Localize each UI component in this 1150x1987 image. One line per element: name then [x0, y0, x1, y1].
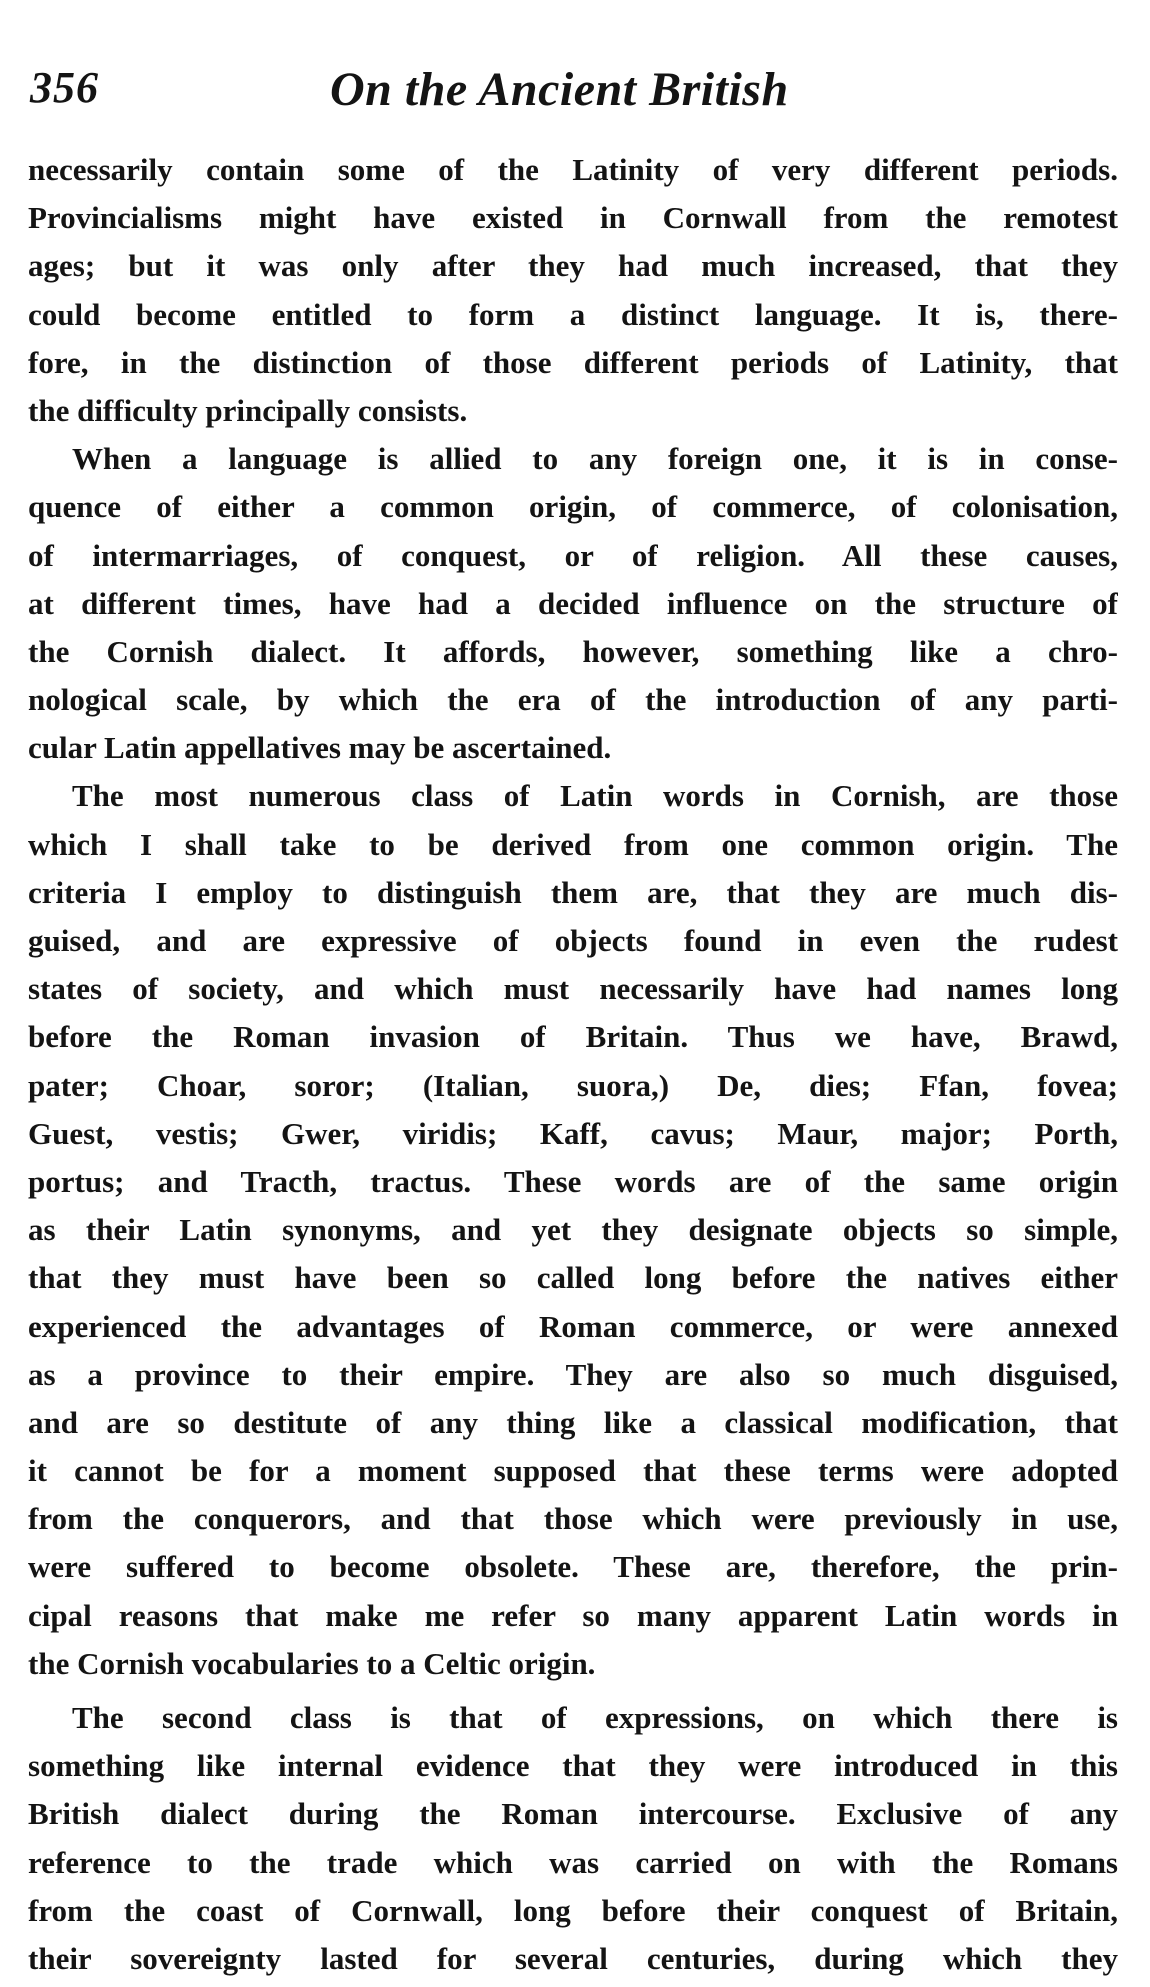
text-line: before the Roman invasion of Britain. Thus we have, Brawd, [28, 1019, 1118, 1055]
text-line: which I shall take to be derived from one common origin. The [28, 826, 1118, 862]
text-line: When a language is allied to any foreign one, it is in conse- [72, 441, 1118, 477]
text-line: at different times, have had a decided influence on the structure of [28, 585, 1118, 621]
text-line: quence of either a common origin, of commerce, of colonisation, [28, 489, 1118, 525]
paragraph-4 [28, 1694, 1118, 1983]
paragraph-2 [28, 435, 1118, 772]
text-line: could become entitled to form a distinct language. It is, there- [28, 296, 1118, 332]
text-line: British dialect during the Roman intercourse. Exclusive of any [28, 1796, 1118, 1832]
running-title: On the Ancient British [330, 63, 789, 116]
text-line: Provincialisms might have existed in Cornwall from the remotest [28, 200, 1118, 236]
text-line: portus; and Tracth, tractus. These words are of the same origin [28, 1163, 1118, 1199]
text-line: criteria I employ to distinguish them are, that they are much dis- [28, 874, 1118, 910]
text-line: reference to the trade which was carried on with the Romans [28, 1844, 1118, 1880]
page-header [30, 62, 1120, 122]
page-number: 356 [30, 63, 99, 112]
text-line: cular Latin appellatives may be ascertained. [28, 730, 612, 766]
text-line: from the conquerors, and that those which were previously in use, [28, 1501, 1118, 1537]
text-line: it cannot be for a moment supposed that these terms were adopted [28, 1453, 1118, 1489]
text-line: nological scale, by which the era of the introduction of any parti- [28, 682, 1118, 718]
paragraph-1 [28, 146, 1118, 435]
text-line: cipal reasons that make me refer so many apparent Latin words in [28, 1597, 1118, 1633]
text-line: that they must have been so called long before the natives either [28, 1260, 1118, 1296]
text-line: experienced the advantages of Roman commerce, or were annexed [28, 1308, 1118, 1344]
text-line: as their Latin synonyms, and yet they designate objects so simple, [28, 1212, 1118, 1248]
text-line: fore, in the distinction of those different periods of Latinity, that [28, 344, 1118, 380]
text-line: The most numerous class of Latin words in Cornish, are those [72, 778, 1118, 814]
text-line: something like internal evidence that they were introduced in this [28, 1748, 1118, 1784]
text-line: from the coast of Cornwall, long before their conquest of Britain, [28, 1892, 1118, 1928]
body-text [28, 146, 1118, 1983]
text-line: their sovereignty lasted for several centuries, during which they [28, 1940, 1118, 1976]
text-line: guised, and are expressive of objects found in even the rudest [28, 923, 1118, 958]
paragraph-3 [28, 772, 1118, 1688]
text-line: and are so destitute of any thing like a classical modification, that [28, 1404, 1118, 1440]
text-line: Guest, vestis; Gwer, viridis; Kaff, cavus; Maur, major; Porth, [28, 1115, 1118, 1151]
text-line: necessarily contain some of the Latinity of very different periods. [28, 152, 1118, 187]
text-line: of intermarriages, of conquest, or of religion. All these causes, [28, 537, 1118, 573]
text-line: as a province to their empire. They are also so much disguised, [28, 1356, 1118, 1392]
text-line: states of society, and which must necessarily have had names long [28, 971, 1118, 1007]
text-line: the difficulty principally consists. [28, 392, 468, 428]
text-line: were suffered to become obsolete. These are, therefore, the prin- [28, 1549, 1118, 1585]
text-line: The second class is that of expressions, on which there is [72, 1700, 1118, 1735]
text-line: the Cornish dialect. It affords, however, something like a chro- [28, 633, 1118, 669]
text-line: pater; Choar, soror; (Italian, suora,) De, dies; Ffan, fovea; [28, 1067, 1118, 1103]
text-line: ages; but it was only after they had much increased, that they [28, 248, 1118, 284]
text-line: the Cornish vocabularies to a Celtic origin. [28, 1645, 596, 1681]
